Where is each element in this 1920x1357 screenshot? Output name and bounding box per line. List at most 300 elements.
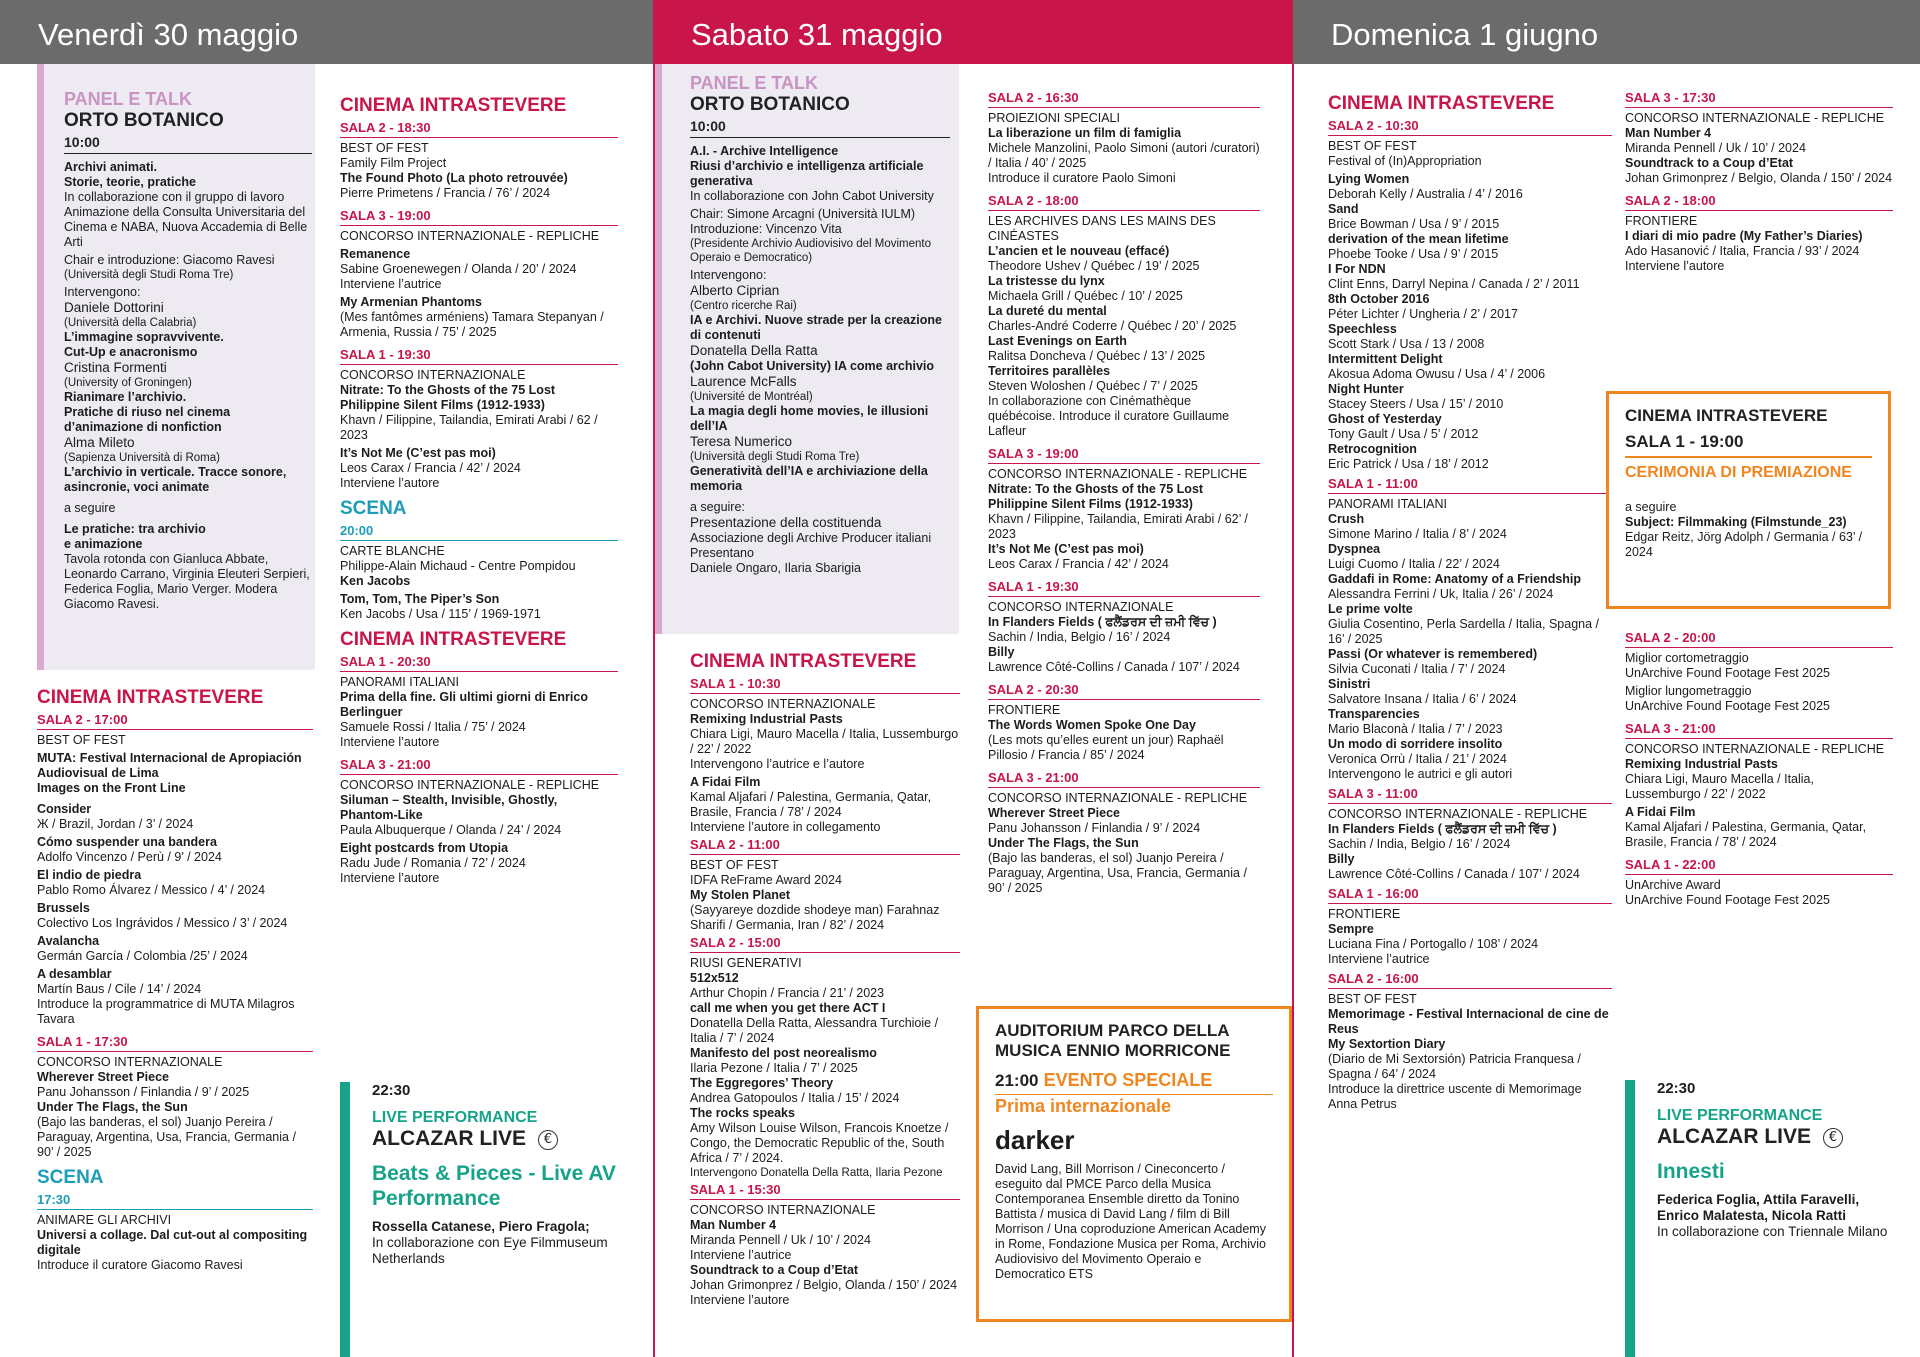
schedule-line: Paula Albuquerque / Olanda / 24’ / 2024 [340,823,562,837]
schedule-line: Ilaria Pezone / Italia / 7’ / 2025 [690,1061,858,1075]
schedule-line: Scott Stark / Usa / 13 / 2008 [1328,337,1485,351]
schedule-line: Gaddafi in Rome: Anatomy of a Friendship [1328,572,1582,586]
schedule-line: FRONTIERE [988,703,1061,717]
schedule-line: (John Cabot University) IA come archivio [690,359,935,373]
schedule-line: L’archivio in verticale. Tracce sonore, asincronie, voci animate [64,465,287,494]
schedule-line: Interviene l’autore [340,871,440,885]
schedule-line: CONCORSO INTERNAZIONALE - REPLICHE [988,791,1248,805]
schedule-line: (Bajo las banderas, el sol) Juanjo Pereira / Paraguay, Argentina, Usa, Francia, Germania / 90’ / 2025 [988,851,1247,895]
schedule-line: Daniele Ongaro, Ilaria Sbarigia [690,561,861,575]
schedule-line: I For NDN [1328,262,1386,276]
schedule-line: Chiara Ligi, Mauro Macella / Italia, Lussemburgo / 22’ / 2022 [690,727,959,756]
schedule-line: Ghost of Yesterday [1328,412,1442,426]
schedule-line: Martín Baus / Cile / 14’ / 2024 [37,982,202,996]
schedule-line: Alberto Ciprian [690,283,780,298]
schedule-line: BEST OF FEST [1328,139,1417,153]
schedule-line: BEST OF FEST [1328,992,1417,1006]
schedule-line: PROIEZIONI SPECIALI [988,111,1120,125]
schedule-line: La magia degli home movies, le illusioni dell’IA [690,404,929,433]
schedule-line: Festival of (In)Appropriation [1328,154,1482,168]
schedule-line: Clint Enns, Darryl Nepina / Canada / 2’ / 2011 [1328,277,1580,291]
schedule-line: Last Evenings on Earth [988,334,1127,348]
schedule-line: Pratiche di riuso nel cinema d’animazione di nonfiction [64,405,231,434]
award-venue: CINEMA INTRASTEVERE [1625,406,1828,425]
live-label: LIVE PERFORMANCE [1657,1107,1823,1124]
schedule-line: Introduce la programmatrice di MUTA Milagros Tavara [37,997,295,1026]
schedule-line: Rianimare l’archivio. [64,390,187,404]
schedule-line: Germán García / Colombia /25’ / 2024 [37,949,248,963]
schedule-line: a seguire [64,501,116,515]
schedule-line: Michele Manzolini, Paolo Simoni (autori /curatori) / Italia / 40’ / 2025 [988,141,1260,170]
schedule-line: Intervengono l’autrice e l’autore [690,757,865,771]
schedule-line: CONCORSO INTERNAZIONALE [690,697,876,711]
divider-saturday-right [1292,64,1294,1357]
schedule-line: (University of Groningen) [64,377,192,389]
sunday-live-performance [1625,1080,1893,1357]
schedule-line: Interviene l’autrice [1328,952,1430,966]
schedule-line: Donatella Della Ratta, Alessandra Turchioie / Italia / 7’ / 2024 [690,1016,939,1045]
saturday-col1-events [690,646,960,1308]
schedule-line: Soundtrack to a Coup d’Etat [1625,156,1794,170]
schedule-line: Johan Grimonprez / Belgio, Olanda / 150’ / 2024 [1625,171,1893,185]
schedule-line: Interviene l’autore in collegamento [690,820,881,834]
friday-live-performance [340,1082,630,1357]
award-title: CERIMONIA DI PREMIAZIONE [1625,464,1852,481]
schedule-line: Cristina Formenti [64,360,167,375]
schedule-line: RIUSI GENERATIVI [690,956,802,970]
schedule-line: SALA 2 - 16:00 [1328,970,1612,989]
special-subtitle: Prima internazionale [995,1096,1172,1116]
schedule-line: Miranda Pennell / Uk / 10’ / 2024 [690,1233,871,1247]
schedule-line: Daniele Dottorini [64,300,164,315]
sunday-award-ceremony [1606,391,1891,609]
schedule-line: SALA 2 - 18:30 [340,119,618,138]
schedule-line: A Fidai Film [1625,805,1696,819]
schedule-line: SALA 1 - 20:30 [340,653,618,672]
schedule-line: My Armenian Phantoms [340,295,482,309]
schedule-line: Universi a collage. Dal cut-out al compositing digitale [37,1228,308,1257]
schedule-line: Alma Mileto [64,435,135,450]
schedule-line: Images on the Front Line [37,781,186,795]
schedule-line: Ken Jacobs [340,574,411,588]
saturday-col2-events [988,88,1260,896]
sunday-col2-events [1625,88,1893,274]
schedule-line: Introduce la direttrice uscente di Memorimage Anna Petrus [1328,1082,1582,1111]
schedule-line: Silvia Cuconati / Italia / 7’ / 2024 [1328,662,1506,676]
schedule-line: Archivi animati. [64,160,158,174]
schedule-line: El indio de piedra [37,868,142,882]
schedule-line: CONCORSO INTERNAZIONALE - REPLICHE [1625,742,1885,756]
schedule-line: a seguire: [690,500,745,514]
schedule-line: SALA 3 - 21:00 [988,769,1260,788]
schedule-line: Intermittent Delight [1328,352,1443,366]
schedule-line: Sempre [1328,922,1374,936]
schedule-line: Tavola rotonda con Gianluca Abbate, Leonardo Carrano, Virginia Eleuteri Serpieri, Federica Foglia, Mario Verger. Modera Giacomo Ravesi. [64,552,310,611]
schedule-line: 10:00 [690,116,950,138]
schedule-line: Siluman – Stealth, Invisible, Ghostly, Phantom-Like [340,793,558,822]
schedule-line: Associazione degli Archive Producer italiani [690,531,932,545]
schedule-line: Le prime volte [1328,602,1413,616]
schedule-line: CONCORSO INTERNAZIONALE [37,1055,223,1069]
schedule-line: CONCORSO INTERNAZIONALE - REPLICHE [340,778,600,792]
schedule-line: It’s Not Me (C’est pas moi) [988,542,1144,556]
schedule-line: Miglior cortometraggio [1625,651,1749,665]
live-label: LIVE PERFORMANCE [372,1109,538,1126]
schedule-line: Billy [988,645,1015,659]
schedule-line: CONCORSO INTERNAZIONALE [340,368,526,382]
schedule-line: L’immagine sopravvivente. [64,330,224,344]
schedule-line: Intervengono le autrici e gli autori [1328,767,1513,781]
schedule-line: CINEMA INTRASTEVERE [690,651,917,672]
schedule-line: BEST OF FEST [690,858,779,872]
schedule-line: Veronica Orrù / Italia / 21’ / 2024 [1328,752,1507,766]
schedule-line: Interviene l’autrice [340,277,442,291]
schedule-line: Kamal Aljafari / Palestina, Germania, Qatar, Brasile, Francia / 78’ / 2024 [690,790,932,819]
schedule-line: SALA 2 - 16:30 [988,89,1260,108]
schedule-line: Giulia Cosentino, Perla Sardella / Italia, Spagna / 16’ / 2025 [1328,617,1599,646]
schedule-line: Luciana Fina / Portogallo / 108’ / 2024 [1328,937,1539,951]
schedule-line: SALA 2 - 20:30 [988,681,1260,700]
schedule-line: Colectivo Los Ingrávidos / Messico / 3’ / 2024 [37,916,288,930]
schedule-line: BEST OF FEST [340,141,429,155]
schedule-line: BEST OF FEST [37,733,126,747]
schedule-line: UnArchive Found Footage Fest 2025 [1625,699,1830,713]
schedule-line: Mario Blaconà / Italia / 7’ / 2023 [1328,722,1503,736]
schedule-line: Eight postcards from Utopia [340,841,509,855]
schedule-line: Deborah Kelly / Australia / 4’ / 2016 [1328,187,1523,201]
award-film: Subject: Filmmaking (Filmstunde_23) [1625,515,1847,529]
schedule-line: IDFA ReFrame Award 2024 [690,873,842,887]
schedule-line: Chiara Ligi, Mauro Macella / Italia, Lussemburgo / 22’ / 2022 [1625,772,1814,801]
schedule-line: Man Number 4 [690,1218,777,1232]
schedule-line: Johan Grimonprez / Belgio, Olanda / 150’ / 2024 [690,1278,958,1292]
schedule-line: SCENA [340,498,407,519]
schedule-line: Lawrence Côté-Collins / Canada / 107’ / 2024 [988,660,1240,674]
schedule-line: ORTO BOTANICO [64,110,224,131]
schedule-line: CONCORSO INTERNAZIONALE [988,600,1174,614]
schedule-line: A desamblar [37,967,112,981]
schedule-line: SALA 1 - 19:30 [988,578,1260,597]
schedule-line: PANORAMI ITALIANI [1328,497,1448,511]
schedule-line: Remixing Industrial Pasts [690,712,843,726]
schedule-line: Sand [1328,202,1359,216]
schedule-line: PANORAMI ITALIANI [340,675,460,689]
schedule-line: Ralitsa Doncheva / Québec / 13’ / 2025 [988,349,1206,363]
schedule-line: 17:30 [37,1191,313,1210]
friday-col1-events [37,682,313,1273]
schedule-line: Cut-Up e anacronismo [64,345,198,359]
schedule-line: Brussels [37,901,90,915]
schedule-line: It’s Not Me (C’est pas moi) [340,446,496,460]
schedule-line: Intervengono: [64,285,141,299]
schedule-line: 512x512 [690,971,739,985]
schedule-line: Sabine Groenewegen / Olanda / 20’ / 2024 [340,262,577,276]
schedule-line: CONCORSO INTERNAZIONALE - REPLICHE [988,467,1248,481]
schedule-line: Phoebe Tooke / Usa / 9’ / 2015 [1328,247,1499,261]
schedule-line: Nitrate: To the Ghosts of the 75 Lost Philippine Silent Films (1912-1933) [988,482,1204,511]
schedule-line: Avalancha [37,934,100,948]
schedule-line: CINEMA INTRASTEVERE [340,95,567,116]
schedule-line: Panu Johansson / Finlandia / 9’ / 2024 [988,821,1201,835]
schedule-line: SALA 3 - 21:00 [340,756,618,775]
schedule-line: (Sayyareye dozdide shodeye man) Farahnaz Sharifi / Germania, Iran / 82’ / 2024 [690,903,940,932]
schedule-line: Donatella Della Ratta [690,343,818,358]
live-venue: ALCAZAR LIVE [372,1127,526,1150]
saturday-special-event [976,1006,1292,1322]
schedule-line: Amy Wilson Louise Wilson, Francois Knoetze / Congo, the Democratic Republic of the, South Africa / 7’ / 2024. [690,1121,949,1165]
schedule-line: Retrocognition [1328,442,1417,456]
saturday-panel [690,72,950,576]
schedule-line: Teresa Numerico [690,434,793,449]
schedule-line: Miranda Pennell / Uk / 10’ / 2024 [1625,141,1806,155]
schedule-line: The Eggregores’ Theory [690,1076,834,1090]
schedule-line: UnArchive Found Footage Fest 2025 [1625,893,1830,907]
schedule-line: Péter Lichter / Ungheria / 2’ / 2017 [1328,307,1518,321]
schedule-line: Khavn / Filippine, Tailandia, Emirati Arabi / 62 / 2023 [340,413,598,442]
schedule-line: Passi (Or whatever is remembered) [1328,647,1538,661]
schedule-line: Man Number 4 [1625,126,1712,140]
schedule-line: La tristesse du lynx [988,274,1105,288]
live-names: Rossella Catanese, Piero Fragola; [372,1219,590,1234]
schedule-line: Chair: Simone Arcagni (Università IULM) [690,207,916,221]
schedule-line: SALA 2 - 11:00 [690,836,960,855]
schedule-line: Storie, teorie, pratiche [64,175,196,189]
schedule-line: Salvatore Insana / Italia / 6’ / 2024 [1328,692,1517,706]
schedule-line: SALA 1 - 10:30 [690,675,960,694]
schedule-line: LES ARCHIVES DANS LES MAINS DES CINÉASTES [988,214,1216,243]
schedule-line: Tom, Tom, The Piper’s Son [340,592,500,606]
schedule-line: Prima della fine. Gli ultimi giorni di Enrico Berlinguer [340,690,588,719]
schedule-line: call me when you get there ACT I [690,1001,886,1015]
schedule-line: Eric Patrick / Usa / 18’ / 2012 [1328,457,1489,471]
schedule-line: Interviene l’autore [690,1293,790,1307]
schedule-line: SALA 3 - 21:00 [1625,720,1893,739]
schedule-line: UnArchive Award [1625,878,1721,892]
schedule-line: Consider [37,802,92,816]
schedule-line: (Diario de Mi Sextorsión) Patricia Franquesa / Spagna / 64’ / 2024 [1328,1052,1581,1081]
schedule-line: Billy [1328,852,1355,866]
friday-col2-events [340,90,618,886]
schedule-line: In Flanders Fields ( ਫਲੈਂਡਰਸ ਦੀ ਜ਼ਮੀ ਵਿੱਚ ) [1328,822,1557,836]
schedule-line: Introduce il curatore Paolo Simoni [988,171,1176,185]
schedule-line: Generatività dell’IA e archiviazione della memoria [690,464,928,493]
schedule-line: (Università della Calabria) [64,317,197,329]
schedule-line: Chair e introduzione: Giacomo Ravesi [64,253,275,267]
schedule-line: Transparencies [1328,707,1420,721]
award-after: a seguire [1625,500,1677,514]
schedule-line: L’ancien et le nouveau (effacé) [988,244,1170,258]
schedule-line: Pierre Primetens / Francia / 76’ / 2024 [340,186,551,200]
schedule-line: SALA 1 - 11:00 [1328,475,1612,494]
schedule-line: Cómo suspender una bandera [37,835,217,849]
schedule-line: Remixing Industrial Pasts [1625,757,1778,771]
schedule-line: CINEMA INTRASTEVERE [340,629,567,650]
schedule-line: Dyspnea [1328,542,1381,556]
euro-icon: € [1823,1128,1843,1148]
day-header-saturday: Sabato 31 maggio [653,0,1293,64]
schedule-line: Michaela Grill / Québec / 10’ / 2025 [988,289,1183,303]
schedule-line: Under The Flags, the Sun [988,836,1139,850]
schedule-line: 8th October 2016 [1328,292,1430,306]
schedule-line: Introduce il curatore Giacomo Ravesi [37,1258,243,1272]
schedule-line: SCENA [37,1167,104,1188]
friday-panel [64,88,312,612]
schedule-line: A.I. - Archive Intelligence [690,144,839,158]
schedule-line: CINEMA INTRASTEVERE [1328,93,1555,114]
schedule-line: Ado Hasanović / Italia, Francia / 93’ / 2024 [1625,244,1860,258]
schedule-line: Tony Gault / Usa / 5’ / 2012 [1328,427,1479,441]
schedule-line: SALA 2 - 18:00 [988,192,1260,211]
schedule-line: (Università degli Studi Roma Tre) [64,269,234,281]
live-time: 22:30 [372,1082,411,1099]
schedule-line: 10:00 [64,132,312,154]
schedule-line: Wherever Street Piece [37,1070,170,1084]
schedule-line: My Stolen Planet [690,888,791,902]
schedule-line: A Fidai Film [690,775,761,789]
schedule-line: CINEMA INTRASTEVERE [37,687,264,708]
schedule-line: Radu Jude / Romania / 72’ / 2024 [340,856,526,870]
schedule-line: Miglior lungometraggio [1625,684,1752,698]
schedule-line: Pablo Romo Álvarez / Messico / 4’ / 2024 [37,883,266,897]
schedule-line: SALA 3 - 11:00 [1328,785,1612,804]
special-label: EVENTO SPECIALE [1043,1070,1213,1090]
schedule-line: Interviene l’autore [340,476,440,490]
live-names: Federica Foglia, Attila Faravelli, Enrico Malatesta, Nicola Ratti [1657,1192,1860,1223]
schedule-line: Presentazione della costituenda [690,515,882,530]
schedule-line: Memorimage - Festival Internacional de cine de Reus [1328,1007,1609,1036]
live-collab: In collaborazione con Eye Filmmuseum Netherlands [372,1235,608,1266]
schedule-line: In collaborazione con il gruppo di lavoro Animazione della Consulta Universitaria del Cinema e NABA, Nuova Accademia di Belle Arti [64,190,308,249]
schedule-line: The Found Photo (La photo retrouvée) [340,171,568,185]
schedule-line: Presentano [690,546,754,560]
award-sala: SALA 1 - 19:00 [1625,432,1872,458]
live-collab: In collaborazione con Triennale Milano [1657,1224,1888,1239]
schedule-line: CONCORSO INTERNAZIONALE [690,1203,876,1217]
schedule-line: 20:00 [340,522,618,541]
schedule-line: IA e Archivi. Nuove strade per la creazione di contenuti [690,313,942,342]
schedule-line: Sachin / India, Belgio / 16’ / 2024 [988,630,1171,644]
sunday-col1-events [1328,88,1612,1112]
schedule-line: Riusi d’archivio e intelligenza artificiale generativa [690,159,924,188]
day-header-friday: Venerdì 30 maggio [0,0,653,64]
schedule-line: In Flanders Fields ( ਫਲੈਂਡਰਸ ਦੀ ਜ਼ਮੀ ਵਿੱਚ ) [988,615,1217,629]
schedule-line: My Sextortion Diary [1328,1037,1446,1051]
schedule-line: Le pratiche: tra archivio [64,522,206,536]
schedule-line: Speechless [1328,322,1397,336]
schedule-line: Manifesto del post neorealismo [690,1046,877,1060]
schedule-line: Charles-André Coderre / Québec / 20’ / 2025 [988,319,1237,333]
schedule-line: The Words Women Spoke One Day [988,718,1196,732]
schedule-line: Panu Johansson / Finlandia / 9’ / 2025 [37,1085,250,1099]
schedule-line: (Bajo las banderas, el sol) Juanjo Pereira / Paraguay, Argentina, Usa, Francia, Germania / 90’ / 2025 [37,1115,296,1159]
schedule-line: Akosua Adoma Owusu / Usa / 4’ / 2006 [1328,367,1546,381]
schedule-line: (Sapienza Università di Roma) [64,452,220,464]
schedule-line: SALA 1 - 19:30 [340,346,618,365]
schedule-line: FRONTIERE [1328,907,1401,921]
live-title: Innesti [1657,1160,1725,1183]
schedule-line: Steven Woloshen / Québec / 7’ / 2025 [988,379,1198,393]
schedule-line: (Presidente Archivio Audiovisivo del Movimento Operaio e Democratico) [690,238,931,264]
schedule-line: Laurence McFalls [690,374,797,389]
special-text: David Lang, Bill Morrison / Cineconcerto / eseguito dal PMCE Parco della Musica Contemporanea Ensemble diretto da Tonino Battista / musica di David Lang / film di Bill Morrison / Una coproduzione American Academy in Rome, Fondazione Musica per Roma, Archivio Audiovisivo del Movimento Operaio e Democratico ETS [995,1162,1266,1281]
schedule-line: (Mes fantômes arméniens) Tamara Stepanyan / Armenia, Russia / 75’ / 2025 [340,310,604,339]
schedule-line: SALA 3 - 19:00 [340,207,618,226]
schedule-line: Interviene l’autore [1625,259,1725,273]
schedule-line: Theodore Ushev / Québec / 19’ / 2025 [988,259,1200,273]
schedule-line: SALA 1 - 16:00 [1328,885,1612,904]
schedule-line: Simone Marino / Italia / 8’ / 2024 [1328,527,1507,541]
schedule-line: Interviene l’autrice [690,1248,792,1262]
schedule-line: Luigi Cuomo / Italia / 22’ / 2024 [1328,557,1500,571]
schedule-line: (Università degli Studi Roma Tre) [690,451,860,463]
day-header-sunday: Domenica 1 giugno [1293,0,1920,64]
schedule-line: The rocks speaks [690,1106,795,1120]
schedule-line: SALA 2 - 15:00 [690,934,960,953]
schedule-line: La dureté du mental [988,304,1107,318]
schedule-line: Crush [1328,512,1365,526]
schedule-line: Arthur Chopin / Francia / 21’ / 2023 [690,986,885,1000]
schedule-line: Sinistri [1328,677,1371,691]
schedule-line: FRONTIERE [1625,214,1698,228]
schedule-line: e animazione [64,537,143,551]
schedule-line: In collaborazione con Cinémathèque québécoise. Introduce il curatore Guillaume Lafleur [988,394,1230,438]
schedule-line: CONCORSO INTERNAZIONALE - REPLICHE [1625,111,1885,125]
schedule-line: Philippe-Alain Michaud - Centre Pompidou [340,559,576,573]
schedule-line: Leos Carax / Francia / 42’ / 2024 [988,557,1169,571]
schedule-line: SALA 2 - 10:30 [1328,117,1612,136]
schedule-line: Interviene l’autore [340,735,440,749]
schedule-line: CONCORSO INTERNAZIONALE - REPLICHE [1328,807,1588,821]
schedule-line: Ken Jacobs / Usa / 115’ / 1969-1971 [340,607,541,621]
schedule-line: In collaborazione con John Cabot University [690,189,934,203]
schedule-line: Night Hunter [1328,382,1404,396]
schedule-line: Adolfo Vincenzo / Perù / 9’ / 2024 [37,850,222,864]
schedule-line: Intervengono Donatella Della Ratta, Ilaria Pezone [690,1167,943,1179]
live-time: 22:30 [1657,1080,1696,1097]
schedule-line: Stacey Steers / Usa / 15’ / 2010 [1328,397,1504,411]
schedule-line: Lawrence Côté-Collins / Canada / 107’ / 2024 [1328,867,1580,881]
euro-icon: € [538,1130,558,1150]
schedule-line: Un modo di sorridere insolito [1328,737,1503,751]
schedule-line: Family Film Project [340,156,447,170]
schedule-line: PANEL E TALK [690,73,819,93]
award-credit: Edgar Reitz, Jörg Adolph / Germania / 63’ / 2024 [1625,530,1863,559]
special-title: darker [995,1125,1075,1155]
schedule-line: Introduzione: Vincenzo Vita [690,222,842,236]
schedule-line: Lying Women [1328,172,1410,186]
schedule-line: SALA 2 - 18:00 [1625,192,1893,211]
schedule-line: I diari di mio padre (My Father’s Diaries) [1625,229,1863,243]
schedule-line: SALA 1 - 22:00 [1625,856,1893,875]
schedule-line: Ж / Brazil, Jordan / 3’ / 2024 [37,817,194,831]
schedule-line: derivation of the mean lifetime [1328,232,1509,246]
schedule-line: Andrea Gatopoulos / Italia / 15’ / 2024 [690,1091,900,1105]
schedule-line: Leos Carax / Francia / 42’ / 2024 [340,461,521,475]
sunday-col2-evening [1625,628,1893,908]
schedule-line: (Les mots qu’elles eurent un jour) Raphaël Pillosio / Francia / 85’ / 2024 [988,733,1224,762]
schedule-line: Alessandra Ferrini / Uk, Italia / 26’ / 2024 [1328,587,1554,601]
schedule-line: Remanence [340,247,411,261]
schedule-line: SALA 1 - 15:30 [690,1181,960,1200]
schedule-line: Nitrate: To the Ghosts of the 75 Lost Philippine Silent Films (1912-1933) [340,383,556,412]
schedule-line: La liberazione un film di famiglia [988,126,1182,140]
schedule-line: Khavn / Filippine, Tailandia, Emirati Arabi / 62’ / 2023 [988,512,1248,541]
special-time: 21:00 [995,1071,1039,1090]
schedule-line: SALA 1 - 17:30 [37,1033,313,1052]
schedule-line: SALA 2 - 17:00 [37,711,313,730]
schedule-line: ORTO BOTANICO [690,94,850,115]
schedule-line: Samuele Rossi / Italia / 75’ / 2024 [340,720,526,734]
